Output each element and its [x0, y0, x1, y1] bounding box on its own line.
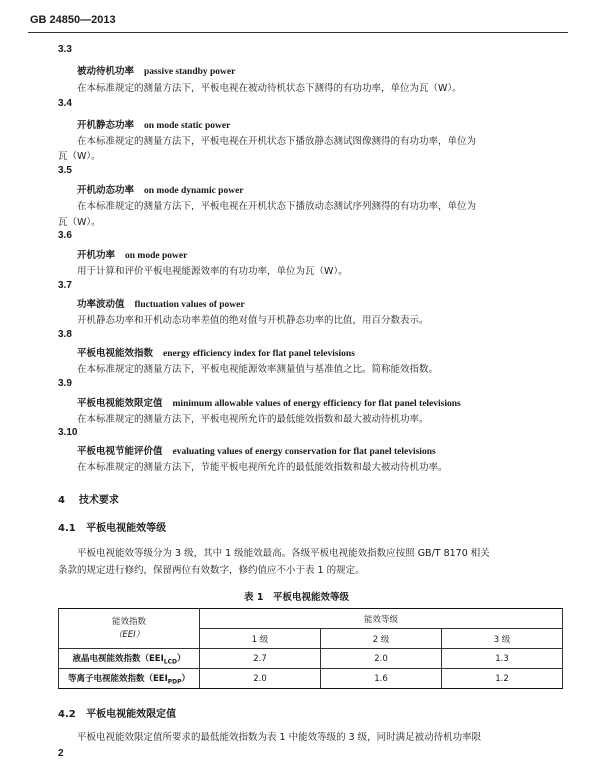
term-en: on mode dynamic power [144, 186, 244, 196]
table-row-label [59, 649, 200, 669]
table-cell: 2.0 [321, 649, 442, 669]
section-number: 4 [58, 495, 65, 506]
table-header-group: 能效等级 [200, 609, 563, 629]
term-zh: 开机静态功率 [77, 120, 135, 131]
term-title [77, 247, 187, 261]
term-definition-cont: 瓦（W）。 [58, 151, 101, 162]
row-label-close: ） [181, 673, 191, 684]
term-number: 3.4 [58, 98, 72, 109]
term-en: fluctuation values of power [134, 300, 245, 310]
section-title: 技术要求 [78, 495, 119, 506]
term-zh: 开机功率 [77, 250, 116, 261]
term-zh: 平板电视能效指数 [77, 348, 154, 359]
term-definition: 在本标准规定的测量方法下，平板电视在开机状态下播放静态测试图像测得的有功功率，单位为 [77, 136, 477, 147]
standard-header: GB 24850—2013 [30, 14, 116, 26]
term-zh: 平板电视节能评价值 [77, 446, 163, 457]
term-en: on mode static power [144, 121, 231, 131]
table-cell: 1.3 [442, 649, 563, 669]
term-title [77, 63, 235, 77]
term-zh: 开机动态功率 [77, 185, 135, 196]
term-number: 3.9 [58, 378, 72, 389]
term-zh: 功率波动值 [77, 299, 125, 310]
table-row-label [59, 669, 200, 689]
term-definition: 在本标准规定的测量方法下，节能平板电视所允许的最低能效指数和最大被动待机功率。 [77, 462, 448, 473]
row-label-close: ） [176, 653, 186, 664]
energy-efficiency-table [58, 608, 563, 689]
table-caption: 表 1 平板电视能效等级 [244, 592, 349, 603]
table-header-eei [59, 609, 200, 649]
subsection-number: 4.1 [58, 523, 76, 534]
term-number: 3.8 [58, 329, 72, 340]
term-title [77, 182, 244, 196]
term-en: on mode power [125, 251, 188, 261]
page-number: 2 [58, 748, 64, 759]
table-row [59, 669, 563, 689]
term-number: 3.3 [58, 44, 72, 55]
term-title [77, 395, 461, 409]
term-title [77, 117, 230, 131]
table-header-row [59, 609, 563, 629]
term-definition: 用于计算和评价平板电视能源效率的有功功率，单位为瓦（W）。 [77, 266, 348, 277]
row-label-sub: PDP [167, 678, 182, 686]
header-divider [28, 32, 568, 33]
row-label-sub: LCD [163, 658, 177, 666]
term-definition-cont: 瓦（W）。 [58, 217, 101, 228]
table-level: 3 级 [442, 629, 563, 649]
table-level: 2 级 [321, 629, 442, 649]
table-cell: 2.7 [200, 649, 321, 669]
table-header-eei-abbr: （EEI） [113, 629, 145, 640]
term-title [77, 296, 245, 310]
table-header-eei-label: 能效指数 [111, 616, 146, 627]
term-zh: 被动待机功率 [77, 66, 135, 77]
table-cell: 2.0 [200, 669, 321, 689]
subsection-title: 平板电视能效限定值 [86, 709, 177, 720]
term-zh: 平板电视能效限定值 [77, 398, 163, 409]
term-definition: 在本标准规定的测量方法下，平板电视能源效率测量值与基准值之比。简称能效指数。 [77, 364, 439, 375]
term-definition: 在本标准规定的测量方法下，平板电视所允许的最低能效指数和最大被动待机功率。 [77, 414, 429, 425]
term-en: passive standby power [144, 67, 236, 77]
term-definition: 开机静态功率和开机动态功率差值的绝对值与开机静态功率的比值，用百分数表示。 [77, 315, 429, 326]
term-number: 3.10 [58, 427, 78, 438]
table-level: 1 级 [200, 629, 321, 649]
term-number: 3.6 [58, 230, 72, 241]
row-label-text: 等离子电视能效指数（EEI [67, 673, 168, 684]
section-heading [58, 491, 119, 506]
subsection-heading [58, 705, 176, 720]
row-label-text: 液晶电视能效指数（EEI [72, 653, 164, 664]
term-en: minimum allowable values of energy efficiency for flat panel televisions [172, 399, 461, 409]
table-row [59, 649, 563, 669]
term-definition: 在本标准规定的测量方法下，平板电视在被动待机状态下测得的有功功率，单位为瓦（W）。 [77, 83, 462, 94]
term-title [77, 443, 436, 457]
paragraph-line: 平板电视能效等级分为 3 级，其中 1 级能效最高。各级平板电视能效指数应按照 GB/T 8170 相关 [77, 548, 490, 559]
term-number: 3.7 [58, 280, 72, 291]
term-definition: 在本标准规定的测量方法下，平板电视在开机状态下播放动态测试序列测得的有功功率，单位为 [77, 201, 477, 212]
term-en: energy efficiency index for flat panel televisions [163, 349, 355, 359]
subsection-heading [58, 519, 166, 534]
subsection-title: 平板电视能效等级 [86, 523, 167, 534]
term-title [77, 345, 355, 359]
table-cell: 1.2 [442, 669, 563, 689]
table-cell: 1.6 [321, 669, 442, 689]
subsection-number: 4.2 [58, 709, 76, 720]
paragraph-line: 条款的规定进行修约，保留两位有效数字，修约值应不小于表 1 的规定。 [58, 565, 365, 576]
term-number: 3.5 [58, 165, 72, 176]
term-en: evaluating values of energy conservation for flat panel televisions [172, 447, 436, 457]
paragraph-line: 平板电视能效限定值所要求的最低能效指数为表 1 中能效等级的 3 级，同时满足被动待机功率限 [77, 732, 482, 743]
